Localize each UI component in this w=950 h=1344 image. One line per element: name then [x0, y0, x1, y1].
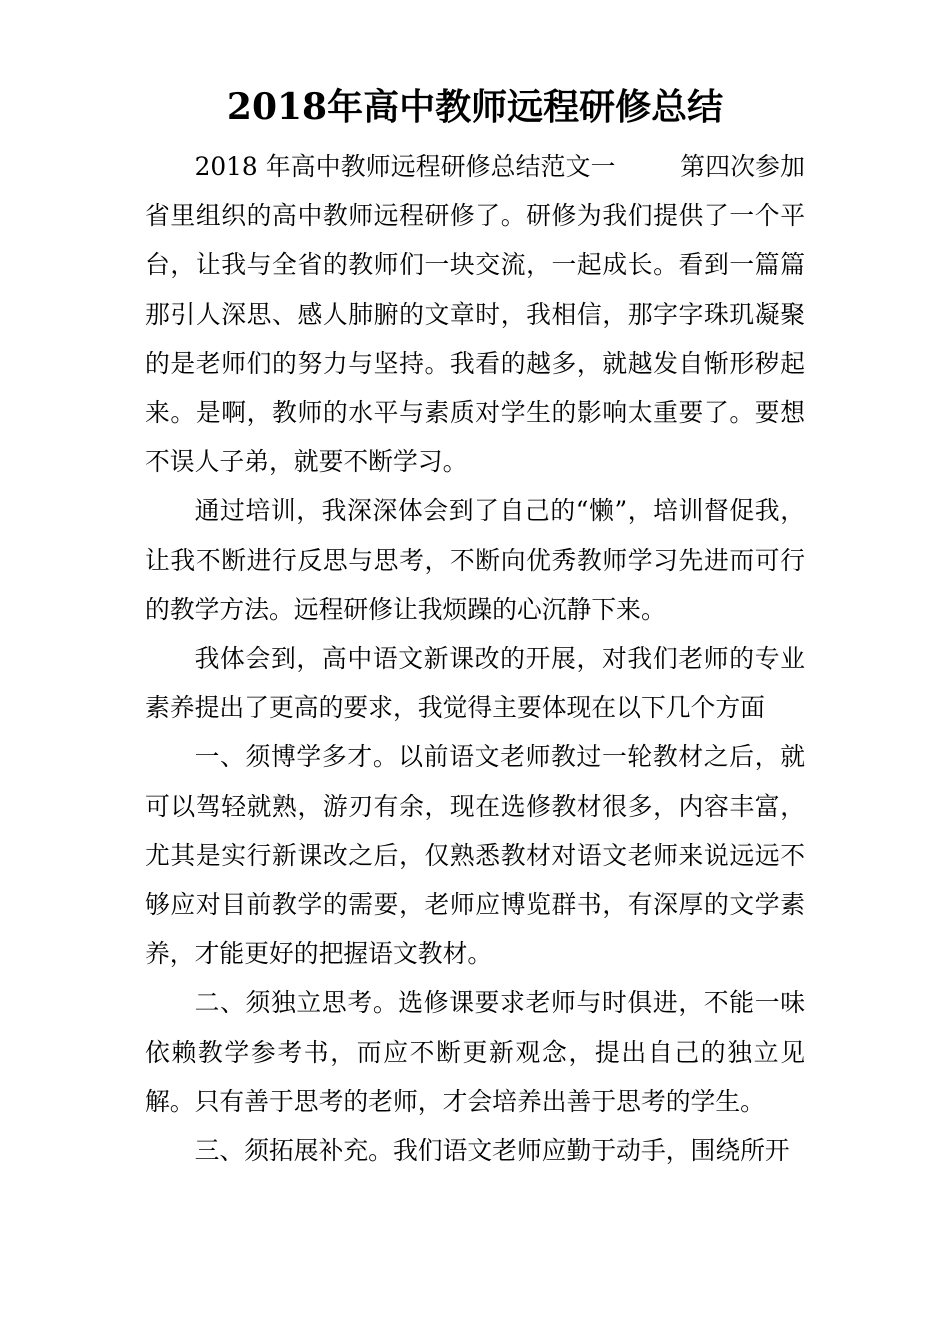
paragraph-6: 三、须拓展补充。我们语文老师应勤于动手，围绕所开	[194, 1136, 790, 1166]
paragraph-3: 我体会到，高中语文新课改的开展，对我们老师的专业素养提出了更高的要求，我觉得主要体现在以下几个方面	[145, 644, 805, 723]
document-title: 2018年高中教师远程研修总结	[226, 86, 724, 128]
paragraph-1-text: 第四次参加省里组织的高中教师远程研修了。研修为我们提供了一个平台，让我与全省的教师们一块交流，一起成长。看到一篇篇那引人深思、感人肺腑的文章时，我相信，那字字珠玑凝聚的是老师们的努力与坚持。我看的越多，就越发自惭形秽起来。是啊，教师的水平与素质对学生的影响太重要了。要想不误人子弟，就要不断学习。	[145, 152, 805, 477]
paragraph-2: 通过培训，我深深体会到了自己的“懒”，培训督促我，让我不断进行反思与思考，不断向优秀教师学习先进而可行的教学方法。远程研修让我烦躁的心沉静下来。	[145, 496, 805, 624]
document-body	[145, 142, 805, 1175]
paragraph-5: 二、须独立思考。选修课要求老师与时俱进，不能一味依赖教学参考书，而应不断更新观念，提出自己的独立见解。只有善于思考的老师，才会培养出善于思考的学生。	[145, 988, 805, 1116]
paragraph-1	[145, 142, 805, 486]
paragraph-1-lead: 2018 年高中教师远程研修总结范文一	[194, 152, 681, 181]
paragraph-4: 一、须博学多才。以前语文老师教过一轮教材之后，就可以驾轻就熟，游刃有余，现在选修教材很多，内容丰富，尤其是实行新课改之后，仅熟悉教材对语文老师来说远远不够应对目前教学的需要，老师应博览群书，有深厚的文学素养，才能更好的把握语文教材。	[145, 742, 805, 969]
